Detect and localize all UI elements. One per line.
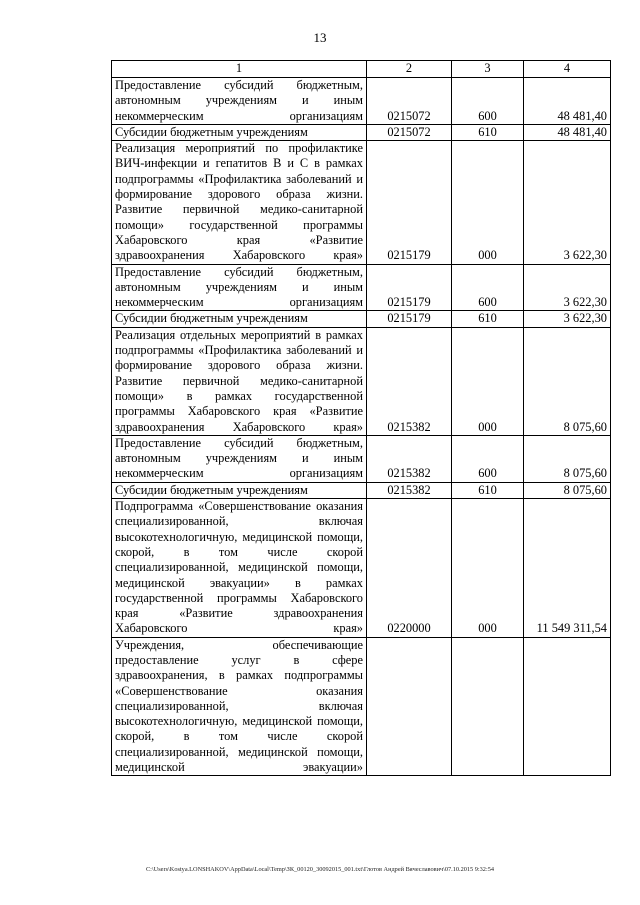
row-code: 0215179 xyxy=(367,141,452,264)
row-code: 0215382 xyxy=(367,482,452,498)
row-name: Подпрограмма «Совершенствование оказания специализированной, включая высокотехнологичную, медицинской помощи, скорой, в том числе скорой специализированной, медицинской помощи, медицинской эвакуации» в рамках государственной программы Хабаровского края «Развитие здравоохранения Хабаровского края» xyxy=(112,499,367,638)
file-path-footer: C:\Users\Kostya.LONSHAKOV\AppData\Local\Temp\ЗК_00120_30092015_001.txt\Глотов Андрей Вячеславович\07.10.2015 9:32:54 xyxy=(145,866,495,873)
table-row xyxy=(112,499,611,638)
row-name: Предоставление субсидий бюджетным, автономным учреждениям и иным некоммерческим организациям xyxy=(112,78,367,125)
row-name: Предоставление субсидий бюджетным, автономным учреждениям и иным некоммерческим организациям xyxy=(112,435,367,482)
row-name: Предоставление субсидий бюджетным, автономным учреждениям и иным некоммерческим организациям xyxy=(112,264,367,311)
table-row xyxy=(112,141,611,264)
table-row xyxy=(112,482,611,498)
row-code: 0215382 xyxy=(367,327,452,435)
row-sum: 3 622,30 xyxy=(524,311,611,327)
row-type: 000 xyxy=(452,499,524,638)
row-type: 610 xyxy=(452,311,524,327)
row-code xyxy=(367,637,452,776)
table-row xyxy=(112,327,611,435)
row-sum: 11 549 311,54 xyxy=(524,499,611,638)
row-type: 610 xyxy=(452,482,524,498)
row-code: 0215072 xyxy=(367,78,452,125)
row-sum: 8 075,60 xyxy=(524,435,611,482)
row-type xyxy=(452,637,524,776)
row-name: Реализация отдельных мероприятий в рамках подпрограммы «Профилактика заболеваний и формирование здорового образа жизни. Развитие первичной медико-санитарной помощи» в рамках государственной программы Хабаровского края «Развитие здравоохранения Хабаровского края» xyxy=(112,327,367,435)
row-type: 600 xyxy=(452,78,524,125)
row-code: 0215179 xyxy=(367,311,452,327)
row-sum: 3 622,30 xyxy=(524,264,611,311)
row-sum: 8 075,60 xyxy=(524,482,611,498)
row-name: Субсидии бюджетным учреждениям xyxy=(112,124,367,140)
row-sum xyxy=(524,637,611,776)
table-row xyxy=(112,637,611,776)
row-sum: 48 481,40 xyxy=(524,78,611,125)
row-type: 600 xyxy=(452,435,524,482)
row-code: 0215179 xyxy=(367,264,452,311)
table-row xyxy=(112,124,611,140)
header-col-1: 1 xyxy=(112,61,367,78)
row-sum: 3 622,30 xyxy=(524,141,611,264)
table-row xyxy=(112,264,611,311)
row-type: 610 xyxy=(452,124,524,140)
header-col-2: 2 xyxy=(367,61,452,78)
row-code: 0215382 xyxy=(367,435,452,482)
row-type: 000 xyxy=(452,141,524,264)
row-code: 0220000 xyxy=(367,499,452,638)
row-name: Реализация мероприятий по профилактике ВИЧ-инфекции и гепатитов В и С в рамках подпрограммы «Профилактика заболеваний и формирование здорового образа жизни. Развитие первичной медико-санитарной помощи» государственной программы Хабаровского края «Развитие здравоохранения Хабаровского края» xyxy=(112,141,367,264)
table-row xyxy=(112,311,611,327)
page-number: 13 xyxy=(313,30,327,45)
row-code: 0215072 xyxy=(367,124,452,140)
header-col-4: 4 xyxy=(524,61,611,78)
header-col-3: 3 xyxy=(452,61,524,78)
row-name: Учреждения, обеспечивающие предоставление услуг в сфере здравоохранения, в рамках подпрограммы «Совершенствование оказания специализированной, включая высокотехнологичную, медицинской помощи, скорой, в том числе скорой специализированной, медицинской помощи, медицинской эвакуации» xyxy=(112,637,367,776)
budget-table xyxy=(111,60,611,776)
row-type: 000 xyxy=(452,327,524,435)
table-row xyxy=(112,78,611,125)
table-row xyxy=(112,435,611,482)
row-sum: 48 481,40 xyxy=(524,124,611,140)
table-header-row xyxy=(112,61,611,78)
row-type: 600 xyxy=(452,264,524,311)
row-sum: 8 075,60 xyxy=(524,327,611,435)
row-name: Субсидии бюджетным учреждениям xyxy=(112,482,367,498)
row-name: Субсидии бюджетным учреждениям xyxy=(112,311,367,327)
